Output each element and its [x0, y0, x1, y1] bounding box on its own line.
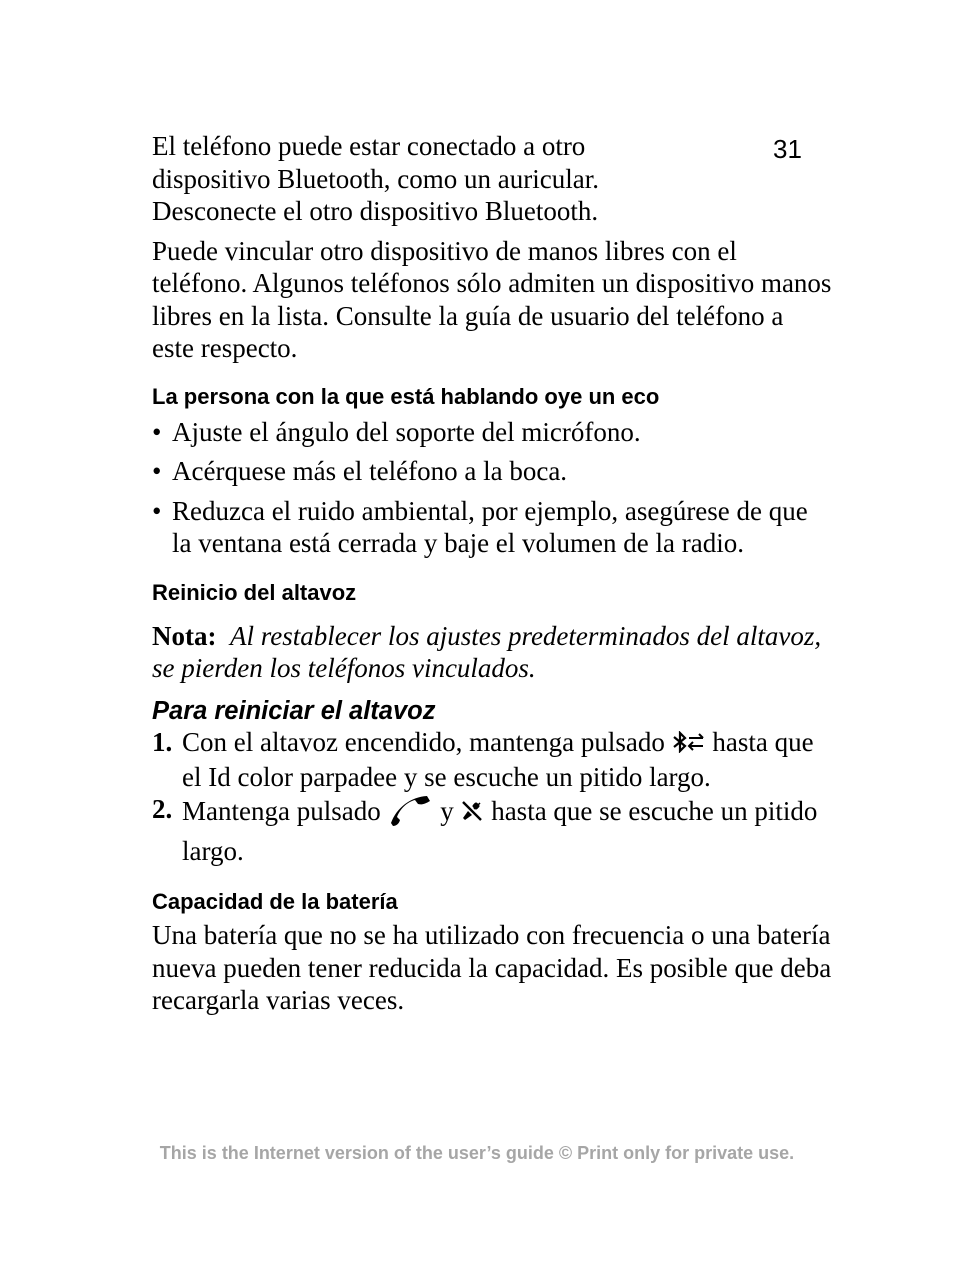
reset-steps [152, 726, 832, 868]
note-text: Al restablecer los ajustes predeterminados del altavoz, se pierden los teléfonos vinculados. [152, 620, 822, 683]
battery-paragraph: Una batería que no se ha utilizado con frecuencia o una batería nueva pueden tener reducida la capacidad. Es posible que deba recargarla varias veces. [152, 920, 832, 1016]
footer-notice: This is the Internet version of the user’s guide © Print only for private use. [159, 1143, 795, 1163]
list-item [152, 455, 832, 488]
reset-subheading: Para reiniciar el altavoz [152, 696, 436, 725]
page-content [152, 130, 832, 1017]
step-number: 1. [152, 726, 173, 757]
step-text-after: hasta que se escuche un pitido largo. [182, 796, 818, 866]
bullet-text: Ajuste el ángulo del soporte del micrófono. [172, 416, 641, 447]
step-number: 2. [152, 794, 173, 825]
mute-microphone-icon [460, 798, 484, 831]
intro-paragraph-1: El teléfono puede estar conectado a otro dispositivo Bluetooth, como un auricular. Desconecte el otro dispositivo Bluetooth. [152, 131, 599, 226]
list-item [152, 793, 832, 867]
note-label: Nota: [152, 620, 217, 651]
bluetooth-switch-icon [672, 728, 706, 761]
reset-heading: Reinicio del altavoz [152, 579, 357, 605]
step-text-before: Con el altavoz encendido, mantenga pulsado [182, 726, 665, 757]
phone-handset-icon [387, 793, 433, 835]
intro-paragraph-2: Puede vincular otro dispositivo de manos libres con el teléfono. Algunos teléfonos sólo admiten un dispositivo manos libres en la lista. Consulte la guía de usuario del teléfono a este respecto. [152, 235, 832, 363]
bullet-text: Reduzca el ruido ambiental, por ejemplo, asegúrese de que la ventana está cerrada y baje el volumen de la radio. [172, 495, 808, 558]
list-item [152, 726, 832, 794]
echo-bullet-list [152, 416, 832, 560]
battery-heading: Capacidad de la batería [152, 889, 398, 915]
list-item [152, 416, 832, 449]
note-paragraph [152, 620, 832, 685]
echo-heading: La persona con la que está hablando oye un eco [152, 383, 660, 409]
step-text-after: hasta que el Id color parpadee y se escuche un pitido largo. [182, 726, 814, 792]
bullet-text: Acérquese más el teléfono a la boca. [172, 456, 568, 486]
bullet-mark: • [152, 495, 162, 526]
bullet-mark: • [152, 416, 162, 447]
list-item [152, 495, 832, 560]
bullet-mark: • [152, 456, 162, 486]
step-text-before: Mantenga pulsado [182, 796, 381, 826]
step-conjunction: y [440, 796, 454, 826]
page-number: 31 [773, 134, 802, 164]
